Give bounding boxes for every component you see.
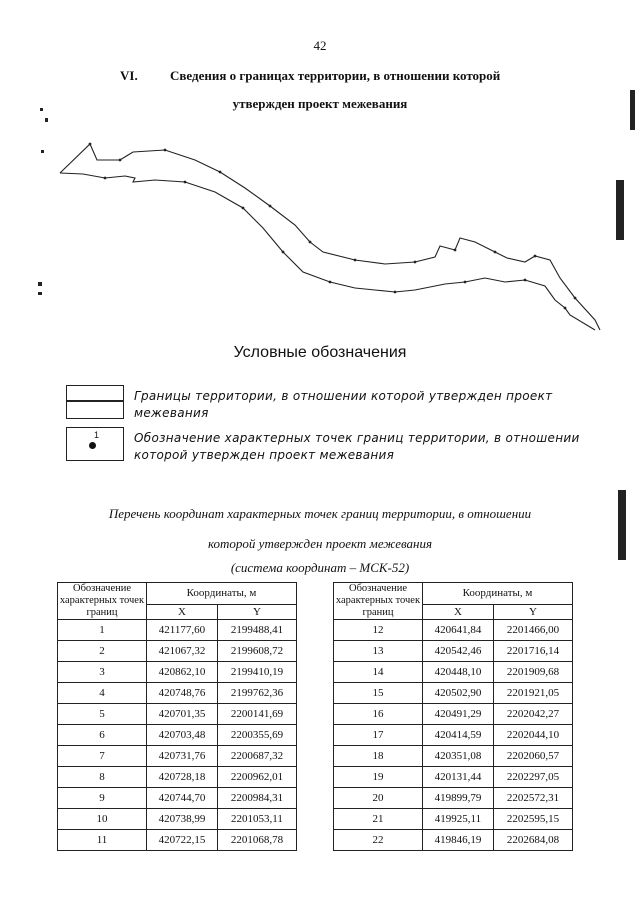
boundary-line-icon [66,385,124,419]
coord-y: 2199762,36 [217,683,296,704]
point-number: 8 [58,767,147,788]
coord-y: 2202042,27 [493,704,572,725]
legend-title: Условные обозначения [233,344,407,361]
coord-x: 420351,08 [423,746,494,767]
coordinates-table-left [57,582,297,851]
coord-y: 2199608,72 [217,641,296,662]
coord-y: 2201921,05 [493,683,572,704]
table-row [334,830,573,851]
coord-y: 2201466,00 [493,620,572,641]
coord-y: 2200687,32 [217,746,296,767]
point-number: 9 [58,788,147,809]
point-number: 5 [58,704,147,725]
point-number: 14 [334,662,423,683]
table-row [334,809,573,830]
coord-y: 2202044,10 [493,725,572,746]
table-row [58,746,297,767]
coord-x: 420738,99 [147,809,218,830]
coord-x: 419846,19 [423,830,494,851]
coord-x: 420862,10 [147,662,218,683]
point-number: 19 [334,767,423,788]
coord-x: 420728,18 [147,767,218,788]
coord-x: 420722,15 [147,830,218,851]
point-number: 11 [58,830,147,851]
boundary-map [55,130,615,340]
boundary-line-lower [60,173,595,330]
section-title-line2: утвержден проект межевания [232,96,408,111]
table-row [58,788,297,809]
point-number: 12 [334,620,423,641]
legend-item-points-line2: которой утвержден проект межевания [134,448,395,462]
table-row [334,788,573,809]
point-number: 18 [334,746,423,767]
list-title-line3: (система координат – МСК-52) [230,560,410,575]
table-row [334,725,573,746]
table-row [58,683,297,704]
coord-y: 2201068,78 [217,830,296,851]
coord-y: 2200355,69 [217,725,296,746]
header-y: Y [493,604,572,619]
coord-x: 419899,79 [423,788,494,809]
header-y: Y [217,604,296,619]
table-row [334,620,573,641]
coord-y: 2201053,11 [217,809,296,830]
table-row [58,662,297,683]
list-title-line2: которой утвержден проект межевания [207,536,433,551]
coord-x: 420641,84 [423,620,494,641]
point-marker-label: 1 [94,430,100,440]
point-number: 17 [334,725,423,746]
coord-x: 419925,11 [423,809,494,830]
coordinates-table-right [333,582,573,851]
header-x: X [423,604,494,619]
coord-y: 2199488,41 [217,620,296,641]
point-number: 7 [58,746,147,767]
coord-y: 2199410,19 [217,662,296,683]
coord-x: 420414,59 [423,725,494,746]
boundary-points-group [89,143,577,310]
point-number: 15 [334,683,423,704]
table-row [58,620,297,641]
point-number: 3 [58,662,147,683]
section-title-line1: Сведения о границах территории, в отношении которой [170,68,501,83]
coord-y: 2201909,68 [493,662,572,683]
point-number: 20 [334,788,423,809]
header-coordinates: Координаты, м [147,583,297,605]
coord-x: 420731,76 [147,746,218,767]
coord-x: 420701,35 [147,704,218,725]
coord-x: 420502,90 [423,683,494,704]
coord-y: 2202297,05 [493,767,572,788]
point-number: 2 [58,641,147,662]
coord-x: 421067,32 [147,641,218,662]
point-marker-icon [66,427,124,461]
coord-x: 420748,76 [147,683,218,704]
list-title-line1: Перечень координат характерных точек границ территории, в отношении [108,506,532,521]
table-row [58,725,297,746]
header-point-name: Обозначение характерных точек границ [334,583,423,620]
coord-x: 420448,10 [423,662,494,683]
point-number: 1 [58,620,147,641]
table-row [334,662,573,683]
table-row [334,683,573,704]
coord-y: 2202595,15 [493,809,572,830]
coord-y: 2202572,31 [493,788,572,809]
point-number: 16 [334,704,423,725]
legend-item-points [134,430,614,464]
table-row [58,641,297,662]
coord-y: 2202684,08 [493,830,572,851]
page-number: 42 [313,38,327,53]
coord-x: 420542,46 [423,641,494,662]
table-row [58,704,297,725]
header-point-name: Обозначение характерных точек границ [58,583,147,620]
header-coordinates: Координаты, м [423,583,573,605]
coord-x: 420491,29 [423,704,494,725]
coord-x: 420744,70 [147,788,218,809]
boundary-line-upper [60,144,600,330]
coord-x: 420131,44 [423,767,494,788]
table-row [58,809,297,830]
point-number: 13 [334,641,423,662]
coord-x: 421177,60 [147,620,218,641]
coord-y: 2200962,01 [217,767,296,788]
point-number: 6 [58,725,147,746]
point-number: 4 [58,683,147,704]
point-number: 21 [334,809,423,830]
coord-y: 2201716,14 [493,641,572,662]
table-row [58,767,297,788]
table-row [334,746,573,767]
header-x: X [147,604,218,619]
point-number: 10 [58,809,147,830]
table-row [334,704,573,725]
point-number: 22 [334,830,423,851]
table-row [58,830,297,851]
coord-y: 2200141,69 [217,704,296,725]
table-row [334,767,573,788]
coord-x: 420703,48 [147,725,218,746]
legend-item-boundary-line2: межевания [134,406,209,420]
legend-item-boundary [134,388,604,422]
coord-y: 2202060,57 [493,746,572,767]
table-row [334,641,573,662]
coord-y: 2200984,31 [217,788,296,809]
section-number: VI. [120,68,138,83]
legend-item-boundary-line1: Границы территории, в отношении которой утвержден проект [134,389,553,403]
legend-item-points-line1: Обозначение характерных точек границ территории, в отношении [134,431,580,445]
